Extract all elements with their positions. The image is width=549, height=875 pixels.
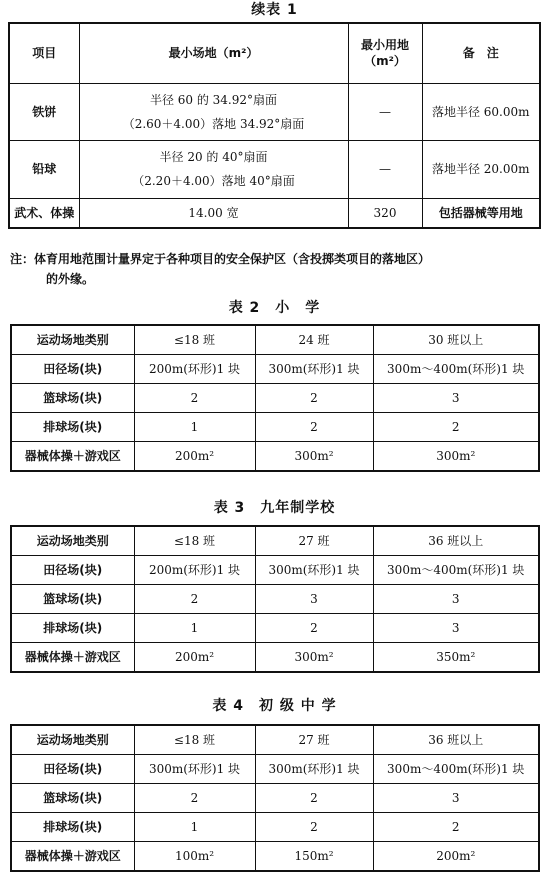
value-cell: 2 bbox=[134, 584, 255, 613]
table1-title: 续表 1 bbox=[251, 2, 298, 18]
table-row bbox=[11, 841, 539, 871]
value-cell: 300m(环形)1 块 bbox=[255, 555, 373, 584]
table-row bbox=[11, 383, 539, 412]
category-cell: 器械体操＋游戏区 bbox=[11, 441, 134, 471]
value-cell: 300m～400m(环形)1 块 bbox=[373, 754, 539, 783]
field-line: （2.60＋4.00）落地 34.92°扇面 bbox=[122, 116, 305, 131]
header-cell: 27 班 bbox=[255, 526, 373, 555]
header-cell: 24 班 bbox=[255, 325, 373, 354]
table-row bbox=[11, 354, 539, 383]
table4-title: 表 4 初 级 中 学 bbox=[212, 698, 337, 714]
value-cell: 300m～400m(环形)1 块 bbox=[373, 354, 539, 383]
value-cell: 150m² bbox=[255, 841, 373, 871]
header-cell: ≤18 班 bbox=[134, 526, 255, 555]
table3-header-row bbox=[11, 526, 539, 555]
remark-cell: 落地半径 60.00m bbox=[422, 83, 540, 140]
field-cell bbox=[79, 83, 348, 140]
value-cell: 200m(环形)1 块 bbox=[134, 555, 255, 584]
table-row bbox=[11, 441, 539, 471]
header-cell: ≤18 班 bbox=[134, 325, 255, 354]
value-cell: 300m(环形)1 块 bbox=[134, 754, 255, 783]
value-cell: 2 bbox=[255, 783, 373, 812]
value-cell: 1 bbox=[134, 412, 255, 441]
value-cell: 3 bbox=[373, 783, 539, 812]
category-cell: 田径场(块) bbox=[11, 754, 134, 783]
table-row bbox=[11, 783, 539, 812]
category-cell: 田径场(块) bbox=[11, 555, 134, 584]
land-cell: 320 bbox=[348, 198, 422, 228]
value-cell: 2 bbox=[134, 383, 255, 412]
value-cell: 200m² bbox=[134, 642, 255, 672]
value-cell: 3 bbox=[255, 584, 373, 613]
value-cell: 2 bbox=[134, 783, 255, 812]
value-cell: 3 bbox=[373, 584, 539, 613]
field-line: 半径 20 的 40°扇面 bbox=[159, 150, 268, 164]
header-min-land-l1: 最小用地 bbox=[360, 38, 409, 53]
category-cell: 篮球场(块) bbox=[11, 383, 134, 412]
table-row bbox=[9, 198, 540, 228]
table1 bbox=[8, 22, 541, 229]
header-cell: 30 班以上 bbox=[373, 325, 539, 354]
value-cell: 350m² bbox=[373, 642, 539, 672]
header-cell: 运动场地类别 bbox=[11, 725, 134, 754]
header-cell: 运动场地类别 bbox=[11, 325, 134, 354]
table-row bbox=[9, 83, 540, 140]
value-cell: 2 bbox=[255, 412, 373, 441]
item-cell: 武术、体操 bbox=[9, 198, 79, 228]
header-item: 项目 bbox=[9, 23, 79, 83]
value-cell: 300m(环形)1 块 bbox=[255, 754, 373, 783]
category-cell: 排球场(块) bbox=[11, 412, 134, 441]
field-line: 半径 60 的 34.92°扇面 bbox=[149, 92, 278, 107]
header-cell: ≤18 班 bbox=[134, 725, 255, 754]
table2 bbox=[10, 324, 540, 472]
header-cell: 36 班以上 bbox=[373, 526, 539, 555]
value-cell: 1 bbox=[134, 613, 255, 642]
value-cell: 300m² bbox=[373, 441, 539, 471]
table1-footnote bbox=[10, 249, 540, 289]
category-cell: 篮球场(块) bbox=[11, 584, 134, 613]
land-cell: — bbox=[348, 140, 422, 198]
table-row bbox=[11, 613, 539, 642]
category-cell: 器械体操＋游戏区 bbox=[11, 642, 134, 672]
value-cell: 3 bbox=[373, 383, 539, 412]
value-cell: 200m(环形)1 块 bbox=[134, 354, 255, 383]
value-cell: 300m(环形)1 块 bbox=[255, 354, 373, 383]
table-row bbox=[11, 584, 539, 613]
table-row bbox=[9, 140, 540, 198]
value-cell: 300m～400m(环形)1 块 bbox=[373, 555, 539, 584]
value-cell: 300m² bbox=[255, 441, 373, 471]
value-cell: 2 bbox=[255, 812, 373, 841]
item-cell: 铅球 bbox=[9, 140, 79, 198]
table4-header-row bbox=[11, 725, 539, 754]
header-cell: 27 班 bbox=[255, 725, 373, 754]
table-row bbox=[11, 555, 539, 584]
table2-title: 表 2 小 学 bbox=[228, 300, 321, 316]
table-row bbox=[11, 642, 539, 672]
value-cell: 2 bbox=[255, 613, 373, 642]
category-cell: 篮球场(块) bbox=[11, 783, 134, 812]
value-cell: 2 bbox=[373, 412, 539, 441]
table4 bbox=[10, 724, 540, 872]
header-min-land bbox=[348, 23, 422, 83]
table-row bbox=[11, 812, 539, 841]
category-cell: 器械体操＋游戏区 bbox=[11, 841, 134, 871]
field-cell: 14.00 宽 bbox=[79, 198, 348, 228]
land-cell: — bbox=[348, 83, 422, 140]
header-cell: 运动场地类别 bbox=[11, 526, 134, 555]
table2-header-row bbox=[11, 325, 539, 354]
remark-cell: 包括器械等用地 bbox=[422, 198, 540, 228]
table3 bbox=[10, 525, 540, 673]
header-cell: 36 班以上 bbox=[373, 725, 539, 754]
table-row bbox=[11, 754, 539, 783]
category-cell: 排球场(块) bbox=[11, 812, 134, 841]
value-cell: 2 bbox=[373, 812, 539, 841]
field-line: （2.20＋4.00）落地 40°扇面 bbox=[132, 174, 295, 188]
category-cell: 排球场(块) bbox=[11, 613, 134, 642]
field-cell bbox=[79, 140, 348, 198]
value-cell: 100m² bbox=[134, 841, 255, 871]
category-cell: 田径场(块) bbox=[11, 354, 134, 383]
header-min-land-l2: （m²） bbox=[364, 54, 406, 69]
table-row bbox=[11, 412, 539, 441]
header-remarks: 备 注 bbox=[422, 23, 540, 83]
value-cell: 2 bbox=[255, 383, 373, 412]
value-cell: 300m² bbox=[255, 642, 373, 672]
remark-cell: 落地半径 20.00m bbox=[422, 140, 540, 198]
footnote-line1: 注：体育用地范围计量界定于各种项目的安全保护区（含投掷类项目的落地区） bbox=[10, 252, 431, 266]
value-cell: 1 bbox=[134, 812, 255, 841]
footnote-line2: 的外缘。 bbox=[46, 272, 95, 286]
value-cell: 200m² bbox=[373, 841, 539, 871]
header-min-field: 最小场地（m²） bbox=[79, 23, 348, 83]
value-cell: 200m² bbox=[134, 441, 255, 471]
table3-title: 表 3 九年制学校 bbox=[213, 500, 336, 516]
table1-header-row bbox=[9, 23, 540, 83]
value-cell: 3 bbox=[373, 613, 539, 642]
item-cell: 铁饼 bbox=[9, 83, 79, 140]
